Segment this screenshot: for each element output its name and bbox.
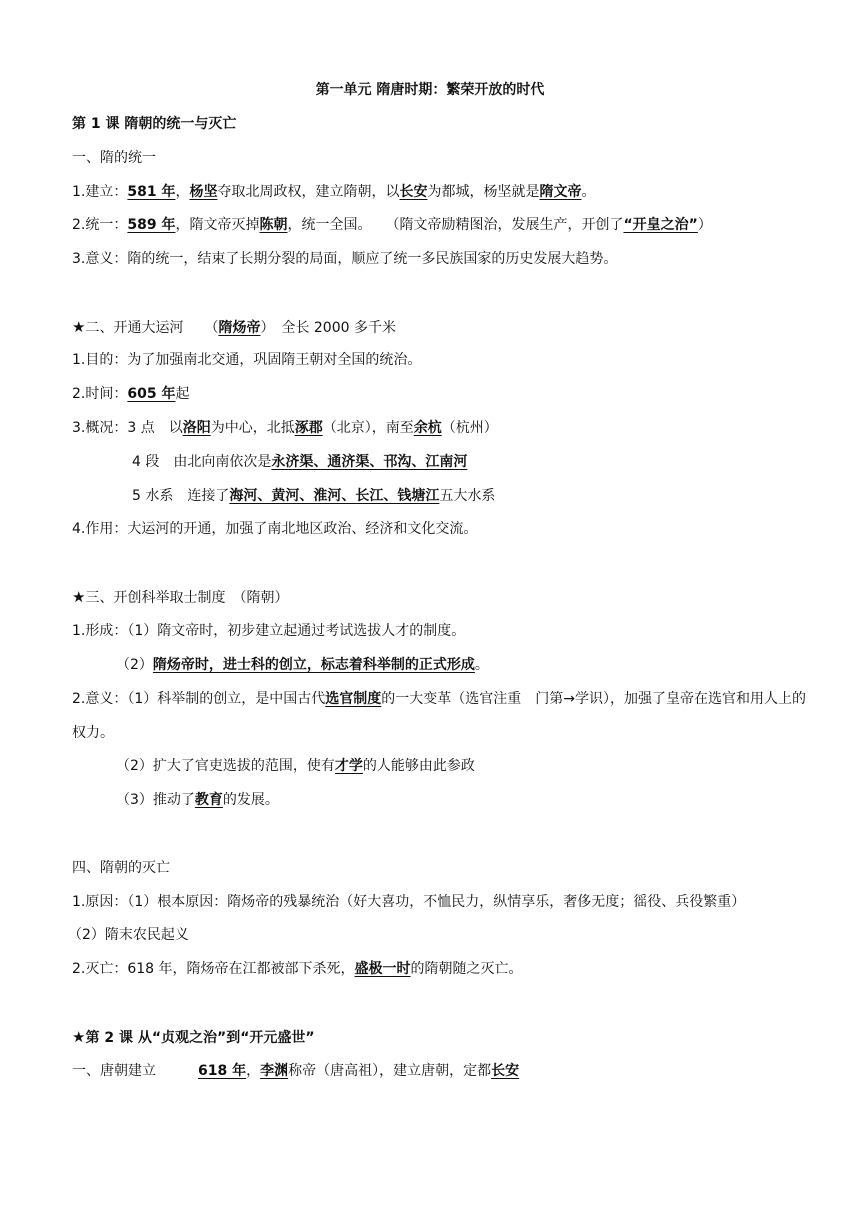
- section3-line3: 2.意义：（1）科举制的创立，是中国古代选官制度的一大变革（选官注重 门第→学识），加强了皇帝在选官和用人上的权力。: [72, 691, 806, 741]
- section3-line4: （2）扩大了官吏选拔的范围，使有才学的人能够由此参政: [116, 758, 475, 774]
- lesson2-section1: 一、唐朝建立 618 年，李渊称帝（唐高祖），建立唐朝，定都长安: [72, 1063, 520, 1079]
- section1-line1: 1.建立：581 年，杨坚夺取北周政权，建立隋朝，以长安为都城，杨坚就是隋文帝。: [72, 184, 596, 200]
- section1-heading: 一、隋的统一: [72, 150, 156, 166]
- section3-line2: （2）隋炀帝时，进士科的创立，标志着科举制的正式形成。: [116, 657, 489, 673]
- section3-line5: （3）推动了教育的发展。: [116, 792, 279, 808]
- section1-line3: 3.意义：隋的统一，结束了长期分裂的局面，顺应了统一多民族国家的历史发展大趋势。: [72, 251, 618, 267]
- section2-line4: 4 段 由北向南依次是永济渠、通济渠、邗沟、江南河: [132, 454, 468, 470]
- unit-title: 第一单元 隋唐时期：繁荣开放的时代: [315, 82, 545, 98]
- lesson1-title: 第 1 课 隋朝的统一与灭亡: [72, 116, 237, 132]
- section2-line6: 4.作用：大运河的开通，加强了南北地区政治、经济和文化交流。: [72, 521, 478, 537]
- section3-heading: ★三、开创科举取士制度 （隋朝）: [72, 588, 289, 606]
- section2-line5: 5 水系 连接了海河、黄河、淮河、长江、钱塘江五大水系: [132, 488, 496, 504]
- section1-line2: 2.统一：589 年，隋文帝灭掉陈朝，统一全国。 （隋文帝励精图治，发展生产，开创了“开皇之治”）: [72, 217, 712, 233]
- section4-line3: 2.灭亡：618 年，隋炀帝在江都被部下杀死，盛极一时的隋朝随之灭亡。: [72, 961, 523, 977]
- section4-line1: 1.原因：（1）根本原因：隋炀帝的残暴统治（好大喜功，不恤民力，纵情享乐，奢侈无度；徭役、兵役繁重）: [72, 894, 746, 910]
- section2-line1: 1.目的：为了加强南北交通，巩固隋王朝对全国的统治。: [72, 352, 422, 368]
- section2-line2: 2.时间：605 年起: [72, 386, 190, 402]
- section2-heading: ★二、开通大运河 （隋炀帝） 全长 2000 多千米: [72, 318, 396, 336]
- section4-heading: 四、隋朝的灭亡: [72, 860, 170, 876]
- section4-line2: （2）隋末农民起义: [68, 927, 189, 943]
- section3-line1: 1.形成：（1）隋文帝时，初步建立起通过考试选拔人才的制度。: [72, 623, 466, 639]
- section2-line3: 3.概况：3 点 以洛阳为中心，北抵涿郡（北京），南至余杭（杭州）: [72, 420, 498, 436]
- lesson2-title: ★第 2 课 从“贞观之治”到“开元盛世”: [72, 1028, 315, 1046]
